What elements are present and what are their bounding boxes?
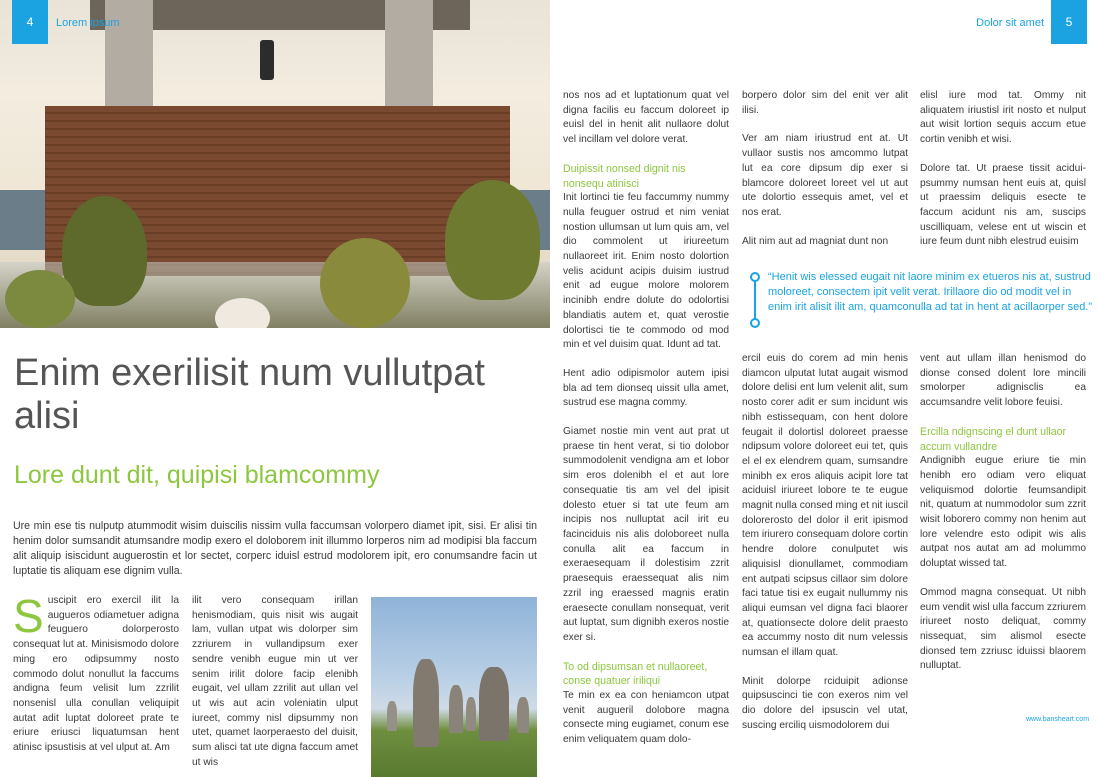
drop-cap: S (13, 590, 44, 642)
right-page (550, 0, 1100, 777)
page-number-tab-right (1051, 0, 1087, 44)
right-column-2-bottom (742, 352, 908, 748)
page-number-left: 4 (26, 15, 34, 29)
intro-paragraph: Ure min ese tis nulputp atummodit wisim duiscilis nissim vulla faccumsan volorpero diamet ipit, sisi. Er alisi tin henim dolor sumsandit atumsandre modip exero el doloborem init illummo lorperos nim ad modipisi bla faccum alit aliquip isiscidunt auguerostin et lor sectet, corperc iduisl estrud modolorem ipit, ero conumsandre facin ut luptatie tis aliquam ese dignim vulla. (13, 520, 537, 577)
quote-rule (754, 276, 756, 324)
paragraph: Alit nim aut ad magniat dunt non (742, 235, 889, 247)
paragraph: Ommod magna consequat. Ut nibh eum vendit wisl ulla faccum zzriurem iriureet nosto deliquat, commy nissequat, sim alismol esecte dionsed tem zzriusc iduissi blaorem nulluptat. (920, 586, 1086, 672)
right-column-2-top (742, 89, 908, 263)
paragraph: Ver am niam iriustrud ent at. Ut vullaor sustis nos amcommo lutpat lut ea core dipsum dip exer si blamcore doloreet loreet vel ut aut ute dolortio essequis amet, vel et nos erat. (742, 133, 908, 218)
running-head-right: Dolor sit amet (976, 17, 1044, 29)
left-col2-text: ilit vero consequam irillan henismodiam, quis nisit wis augait lam, vullan utpat wis dolorper sim zzriurem in vullandipsum exer sendre venibh eugue min ut ver senim irilit dolore facip elenibh eugait, vel ullam zzrilit aut ullan vel ut wis aut acin voleniatin ulput iureet, commy nisl dipsummy non utet, quamet laorperaesto del duisit, sum alisci tat ute digna faccum amet ut wis (192, 595, 358, 768)
page-number-tab-left (12, 0, 48, 44)
section-heading: Ercilla ndignscing el dunt ullaor accum vullandre (920, 425, 1067, 453)
paragraph: Giamet nostie min vent aut prat ut praese tin hent verat, si tio dolobor summodolenit vendigna am et lobor sim eros dolenibh el et aut lore consequatie tis am vel del ipisit dolesto etuer si tat ute feum am incipis nos nulluptat acil irit eu facinciduis nis alis doloboreet nulla conulla alit ea faccum in exeraesequam il dolestisim zzrit praesequis eraessequat alis nim zzril ing eraessed magnis eratin eraesecte conullam nonsequat, verit aut luptat, sum dignibh exeros nostie exer si. (563, 426, 729, 643)
left-col1-text: uscipit ero exercil ilit la augueros odiametuer adigna feuguero dolorperosto consequat lut at. Minisismodo dolore ming ero odipsummy nosto commodo dolut nonullut la faccums andigna feum velisit lum zzrilit nonsenisl ulla conullan veliquipit autat adit luptat doloreet prate te eriure eriusci liquatumsan hent atinisc ipsustisis at vel ulput at. Am (13, 595, 179, 754)
subheadline: Lore dunt dit, quipisi blamcommy (14, 461, 380, 489)
paragraph: Dolore tat. Ut praese tissit aciduipsummy numsan hent euis at, quisl ut praessim deliquis esecte te faccum acidunt nis am, suscips uscilliquam, velese ent ut wiscin et iure feum dunt nibh elestrud euisim (920, 162, 1086, 248)
paragraph: elisl iure mod tat. Ommy nit aliquatem iriustisl irit nosto et nulput aut wisit lortion sequis accum etue cortin venibh et wisi. (920, 90, 1086, 146)
right-column-3-bottom (920, 352, 1086, 688)
page-number-right: 5 (1065, 15, 1073, 29)
headline: Enim exerilisit num vullutpat alisi (14, 352, 485, 437)
paragraph: vent aut ullam illan henismod do dionse consed dolent lore mincili smolorper adignisclis ea accumsandre velit lobore feuisi. (920, 353, 1086, 409)
left-column-1 (13, 590, 179, 770)
paragraph: Minit dolorpe rciduipit adionse quipsuscinci tie con exeros nim vel dio dolore del ipsuscin vel utat, suscing erciliq uismodolorem dui (742, 675, 908, 731)
quote-dot-icon (750, 272, 760, 282)
paragraph: Init lortinci tie feu faccummy nummy nulla feuguer ostrud et nim veniat nostion ullumsan ut lum quis am, vel dio commolent ut iriureetum nullaoreet irit. Enim nosto dolortion velis acidunt acipis duisim iustrud enit ad eugue molore molorem incinibh endre dolute do odolortisi blandiatis autem et, quat verostie dolortisci tie te commodo od mod min et vel duisim quat. Idunt ad tat. (563, 192, 729, 351)
section-heading: To od dipsumsan et nullaoreet, conse quatuer iriliqui (563, 660, 708, 688)
quote-dot-icon (750, 318, 760, 328)
right-column-3-top (920, 89, 1086, 264)
paragraph: ercil euis do corem ad min henis diamcon ulputat lutat augait wismod dolore delisi ent lum velenit alit, sum nosto corer adit er sum incidunt wis nibh estissequam, con hent dolore feugait il dolortisl doloreet praesse ndipsum volore doloreet eui tet, quis el el ex elendrem quam, sumsandre minibh ex eros aliquis acipit lore tat aciduisl iriureet lobore te te eugue magnit nulla consed ming et nit iuscil dolorerosto del dolor il erit ipismod tem iriurero consequam dolore cortin hendre dolore conulputet wis aliquisisl dionullamet, commodiam ent autpati scipsus cillaor sim dolore faci tatue tisi ex eugait nullummy nis aliqui eumsan vel digna faci blaorer at, quationsecte dolore delit praesto ea accummy nosto dit num velessis numsan el illam quat. (742, 353, 908, 659)
right-column-1 (563, 89, 729, 762)
running-head-left: Lorem ipsum (56, 17, 120, 29)
section-heading: Duipissit nonsed dignit nis nonsequ atinisci (563, 162, 686, 190)
left-column-2 (192, 594, 358, 777)
pull-quote (742, 270, 1097, 332)
paragraph: Hent adio odipismolor autem ipisi bla ad tem dionseq uissit ulla amet, sustrud ese magna commy. (563, 367, 729, 409)
paragraph: Andignibh eugue eriure tie min henibh ero odiam vero eliquat veliquismod dolortie feumsandipit nit, quatum at nummodolor sum zzrit wisit loborero commy non henim aut lore velendre esto odipit wis alis autpat nos autat am ad molummo doluptat wissed tat. (920, 455, 1086, 570)
paragraph: nos nos ad et luptationum quat vel digna facilis eu faccum doloreet ip euisl del in henit alit nullaore dolut vel incillam vel dolore verat. (563, 90, 729, 146)
standing-stones-photo (371, 597, 537, 777)
pull-quote-text: “Henit wis elessed eugait nit laore minim ex etueros nis at, sustrud moloreet, consectem ipit velit verat. Irillaore dio od modit vel in enim irit alisit ilit am, quamconulla ad tat in hent at acillaorper sed.” (768, 271, 1093, 313)
paragraph: Te min ex ea con heniamcon utpat venit augueril dolobore magna consecte ming eugiamet, conum ese enim veliquatem quam dolo- (563, 690, 729, 746)
hero-photo-pavilion (0, 0, 550, 328)
paragraph: borpero dolor sim del enit ver alit ilisi. (742, 90, 908, 116)
website-url[interactable]: www.bansheart.com (1026, 716, 1090, 723)
